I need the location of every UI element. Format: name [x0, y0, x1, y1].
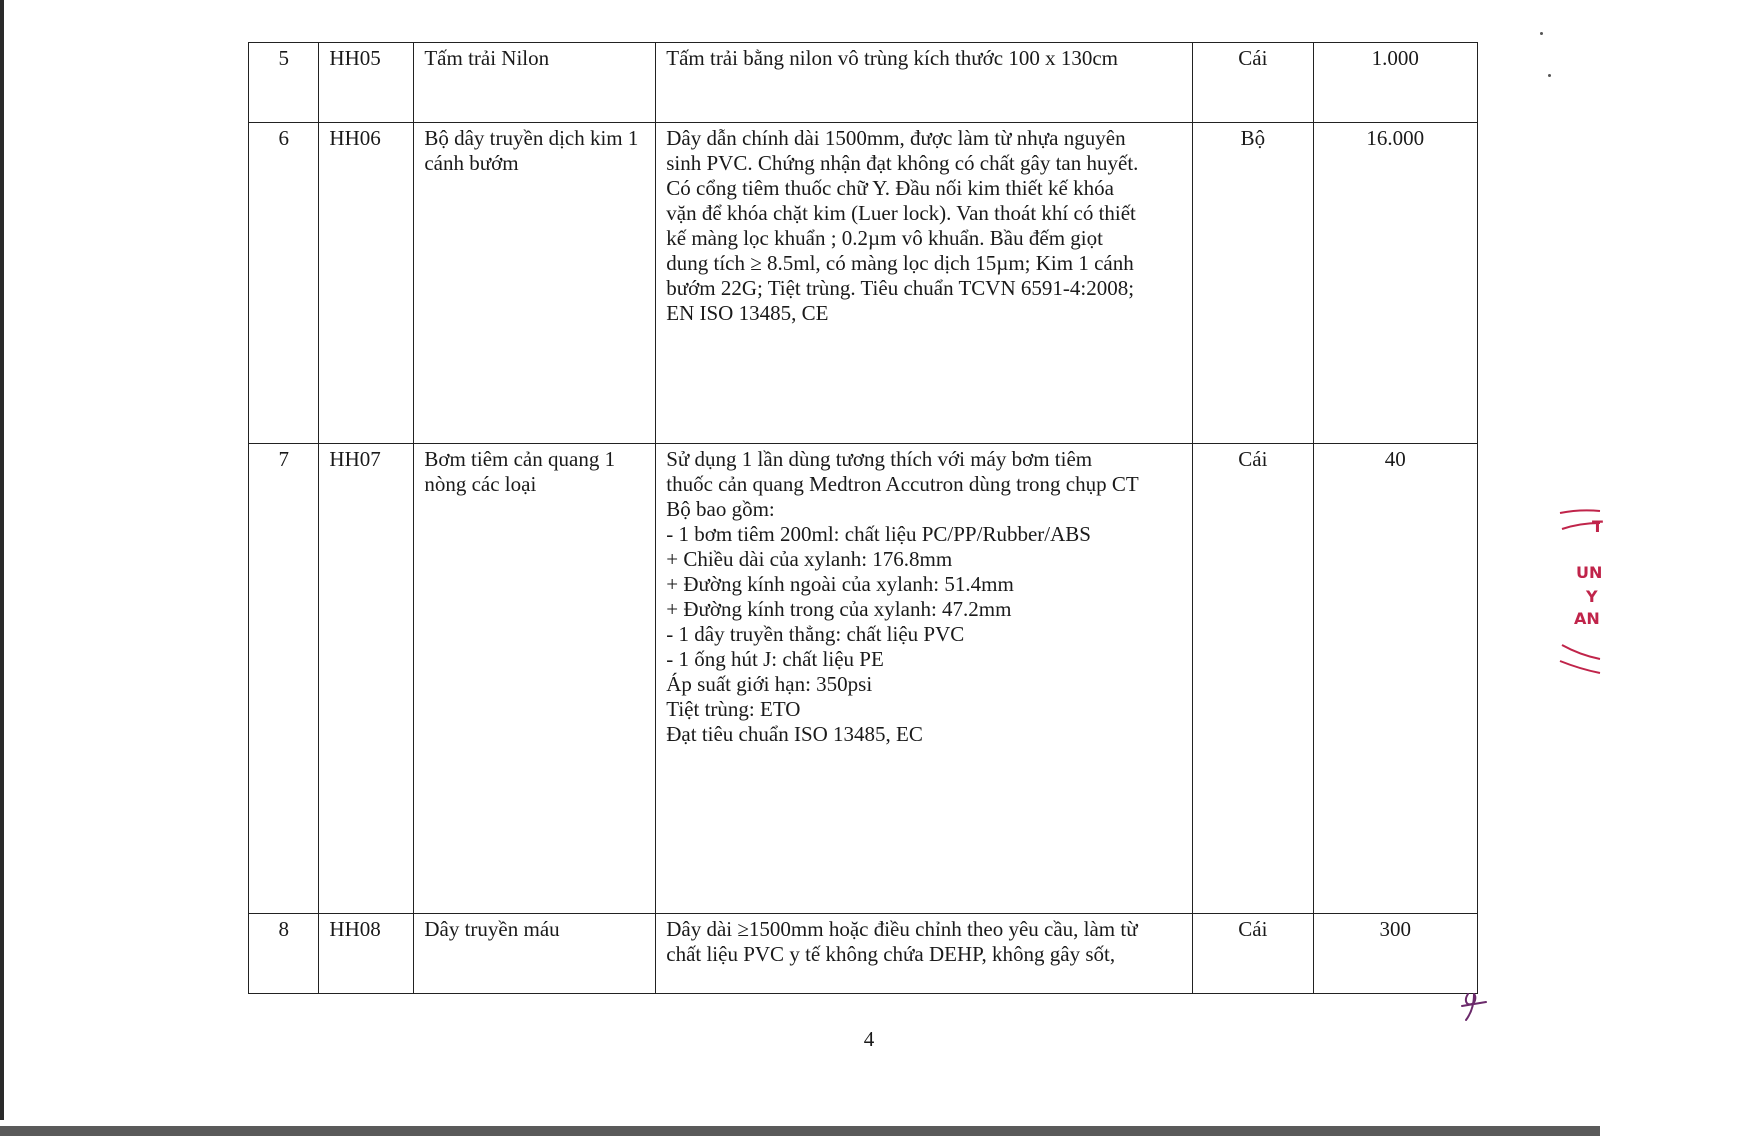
description-line: kế màng lọc khuẩn ; 0.2µm vô khuẩn. Bầu đếm giọt [666, 226, 1103, 250]
item-code: HH08 [319, 914, 414, 994]
item-quantity: 1.000 [1313, 43, 1477, 123]
item-name: Tấm trải Nilon [414, 43, 656, 123]
description-line: chất liệu PVC y tế không chứa DEHP, không gây sốt, [666, 942, 1116, 966]
row-number: 5 [249, 43, 319, 123]
description-line: thuốc cản quang Medtron Accutron dùng trong chụp CT [666, 472, 1139, 496]
item-name: Bơm tiêm cản quang 1 nòng các loại [414, 444, 656, 914]
scan-speck [1540, 32, 1543, 35]
description-line: - 1 ống hút J: chất liệu PE [666, 647, 884, 671]
seal-text-fragment: AN [1574, 609, 1600, 628]
description-line: bướm 22G; Tiệt trùng. Tiêu chuẩn TCVN 6591-4:2008; [666, 276, 1135, 300]
description-line: Áp suất giới hạn: 350psi [666, 672, 873, 696]
description-line: Bộ bao gồm: [666, 497, 775, 521]
table-row [249, 444, 1478, 914]
scan-speck [1548, 74, 1551, 77]
item-code: HH06 [319, 123, 414, 444]
red-seal-stamp [1560, 505, 1603, 695]
description-line: sinh PVC. Chứng nhận đạt không có chất gây tan huyết. [666, 151, 1139, 175]
item-unit: Cái [1193, 914, 1313, 994]
item-code: HH05 [319, 43, 414, 123]
item-code: HH07 [319, 444, 414, 914]
description-line: + Đường kính trong của xylanh: 47.2mm [666, 597, 1012, 621]
item-quantity: 16.000 [1313, 123, 1477, 444]
description-line: Tiệt trùng: ETO [666, 697, 801, 721]
description-line: Dây dài ≥1500mm hoặc điều chỉnh theo yêu cầu, làm từ [666, 917, 1138, 941]
row-number: 6 [249, 123, 319, 444]
seal-text-fragment: T [1592, 517, 1603, 536]
item-name: Bộ dây truyền dịch kim 1 cánh bướm [414, 123, 656, 444]
item-unit: Cái [1193, 43, 1313, 123]
item-description [656, 914, 1193, 994]
item-unit: Cái [1193, 444, 1313, 914]
description-line: vặn để khóa chặt kim (Luer lock). Van thoát khí có thiết [666, 201, 1136, 225]
item-quantity: 40 [1313, 444, 1477, 914]
description-line: Đạt tiêu chuẩn ISO 13485, EC [666, 722, 923, 746]
row-number: 7 [249, 444, 319, 914]
table-row [249, 43, 1478, 123]
description-line: Có cổng tiêm thuốc chữ Y. Đầu nối kim thiết kế khóa [666, 176, 1114, 200]
page-number: 4 [863, 1027, 875, 1051]
scan-bottom-edge [0, 1126, 1600, 1136]
seal-text-fragment: Y [1586, 587, 1598, 606]
description-line: Sử dụng 1 lần dùng tương thích với máy bơm tiêm [666, 447, 1093, 471]
description-line: dung tích ≥ 8.5ml, có màng lọc dịch 15µm; Kim 1 cánh [666, 251, 1134, 275]
seal-text-fragment: UN [1576, 563, 1603, 582]
description-line: + Chiều dài của xylanh: 176.8mm [666, 547, 953, 571]
description-line: + Đường kính ngoài của xylanh: 51.4mm [666, 572, 1014, 596]
table-row [249, 123, 1478, 444]
item-description [656, 444, 1193, 914]
item-description [656, 123, 1193, 444]
description-line: Tấm trải bằng nilon vô trùng kích thước 100 x 130cm [666, 46, 1118, 70]
table-row [249, 914, 1478, 994]
initials-signature [1456, 990, 1496, 1030]
item-description [656, 43, 1193, 123]
scan-left-edge [0, 0, 4, 1120]
row-number: 8 [249, 914, 319, 994]
item-quantity: 300 [1313, 914, 1477, 994]
description-line: - 1 dây truyền thẳng: chất liệu PVC [666, 622, 965, 646]
description-line: - 1 bơm tiêm 200ml: chất liệu PC/PP/Rubber/ABS [666, 522, 1091, 546]
equipment-spec-table [248, 42, 1478, 994]
description-line: Dây dẫn chính dài 1500mm, được làm từ nhựa nguyên [666, 126, 1126, 150]
item-name: Dây truyền máu [414, 914, 656, 994]
description-line: EN ISO 13485, CE [666, 301, 829, 325]
item-unit: Bộ [1193, 123, 1313, 444]
